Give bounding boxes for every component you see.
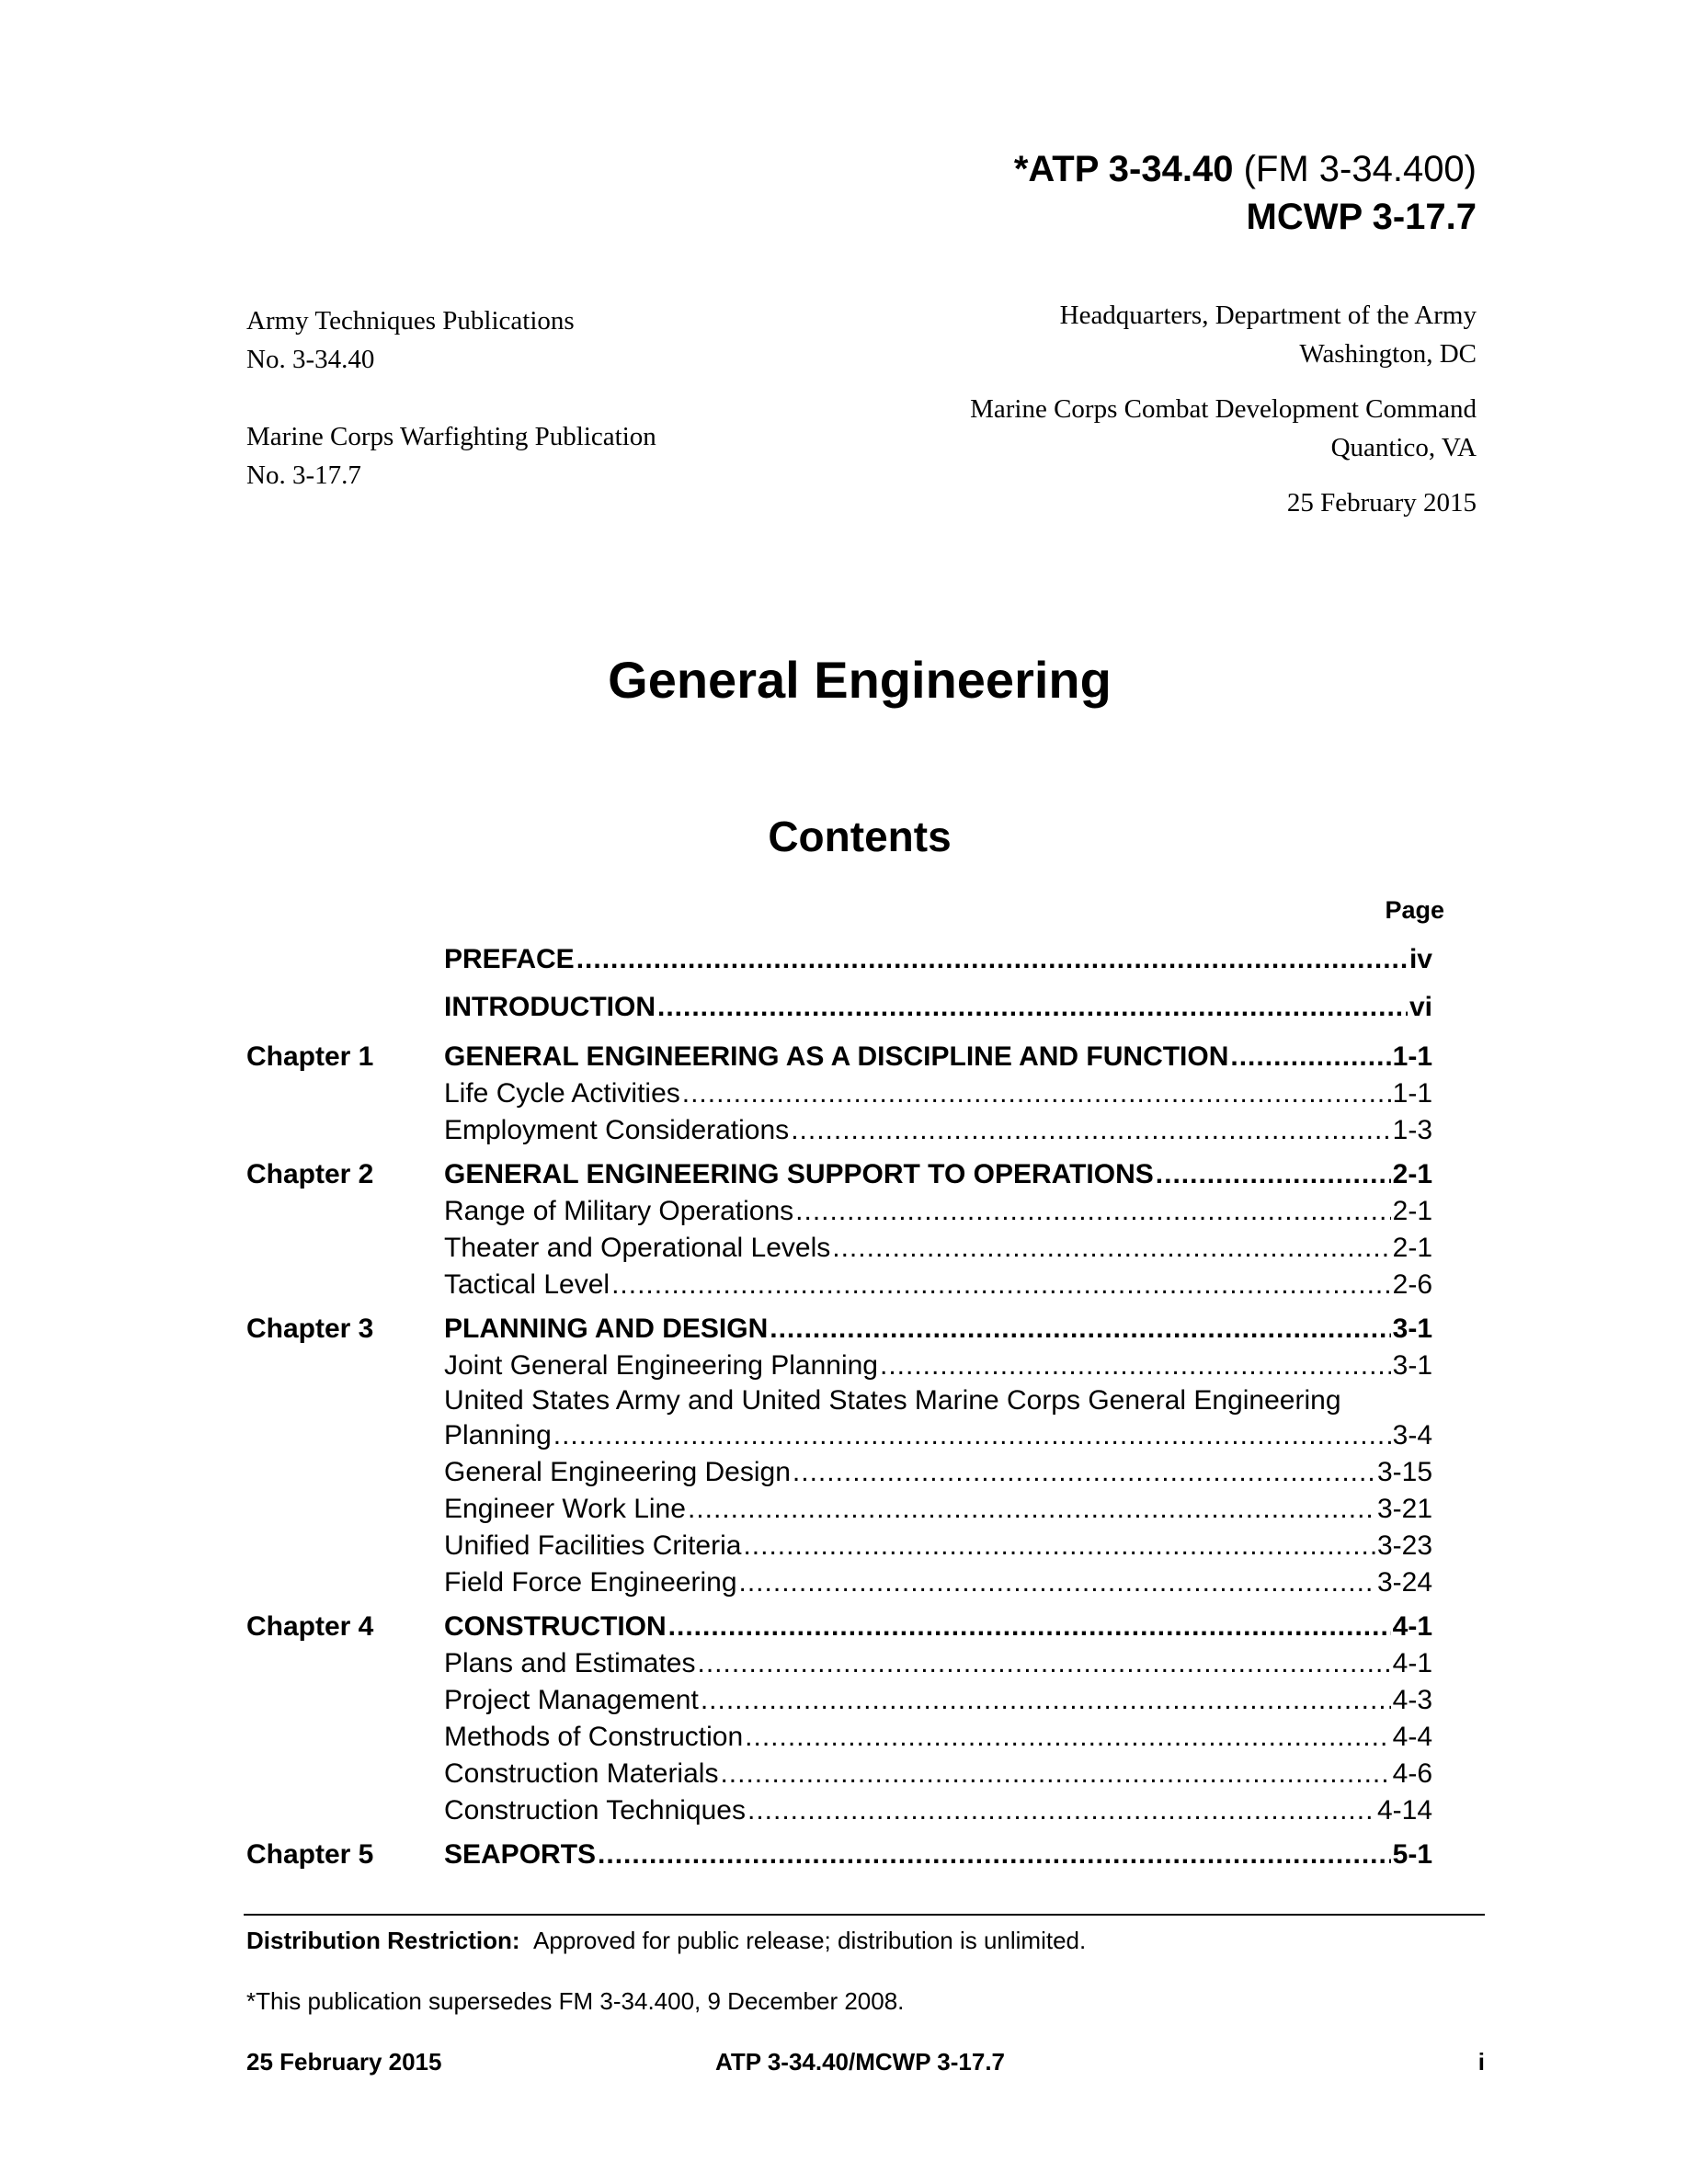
toc-entry-title: GENERAL ENGINEERING SUPPORT TO OPERATIONS (444, 1159, 1154, 1189)
toc-section-wrapped-line[interactable]: United States Army and United States Marine Corps General Engineering (444, 1385, 1341, 1416)
toc-chapter-3 (246, 1311, 1432, 1601)
mccdc-location: Quantico, VA (1330, 433, 1477, 462)
hq-location: Washington, DC (1299, 339, 1477, 369)
toc-entry-page: 3-1 (1392, 1314, 1432, 1344)
toc-section[interactable] (246, 1230, 1432, 1267)
mcwp-number: MCWP 3-17.7 (1246, 197, 1477, 237)
toc-chapter-row[interactable] (246, 1609, 1432, 1645)
toc-section-page: 3-21 (1376, 1494, 1432, 1524)
toc-entry-page: 2-1 (1392, 1159, 1432, 1189)
toc-entry-page: 1-1 (1392, 1041, 1432, 1072)
toc-section[interactable] (246, 1267, 1432, 1303)
toc-section[interactable] (246, 1719, 1432, 1756)
toc-section-page: 3-4 (1392, 1420, 1432, 1450)
toc-section-page: 2-6 (1392, 1269, 1432, 1300)
toc-section-title: Engineer Work Line (444, 1494, 686, 1524)
toc-section[interactable] (246, 1348, 1432, 1384)
mccdc-name: Marine Corps Combat Development Command (970, 394, 1477, 424)
army-pub-label: Army Techniques Publications (246, 306, 575, 336)
distribution-text: Approved for public release; distribution is unlimited. (533, 1927, 1087, 1954)
toc-preface[interactable] (246, 936, 1432, 984)
toc-section[interactable] (246, 1792, 1432, 1829)
toc-entry-page: 5-1 (1392, 1839, 1432, 1870)
toc-entry-title: GENERAL ENGINEERING AS A DISCIPLINE AND FUNCTION (444, 1041, 1229, 1072)
toc-section-title: Theater and Operational Levels (444, 1233, 831, 1263)
issuing-authorities (970, 296, 1477, 522)
toc-chapter-2 (246, 1156, 1432, 1303)
toc-entry-page: iv (1409, 944, 1432, 974)
toc-section[interactable] (246, 1756, 1432, 1792)
toc-chapter-1 (246, 1039, 1432, 1149)
atp-number: *ATP 3-34.40 (1013, 149, 1234, 189)
toc-section-title: Unified Facilities Criteria (444, 1530, 742, 1561)
toc-section-title: General Engineering Design (444, 1457, 791, 1487)
footer-page-number: i (1477, 2048, 1485, 2076)
document-title: General Engineering (608, 651, 1112, 709)
toc-chapter-row[interactable] (246, 1039, 1432, 1075)
chapter-label: Chapter 3 (246, 1314, 374, 1344)
toc-entry-title: SEAPORTS (444, 1839, 597, 1870)
army-pub-number: No. 3-34.40 (246, 345, 375, 374)
toc-section[interactable] (246, 1454, 1432, 1491)
chapter-label: Chapter 1 (246, 1041, 374, 1072)
toc-section-title: Field Force Engineering (444, 1567, 737, 1598)
supersedes-note: *This publication supersedes FM 3-34.400, 9 December 2008. (246, 1987, 905, 2015)
footer-divider (244, 1914, 1485, 1916)
toc-section-page: 3-15 (1376, 1457, 1432, 1487)
toc-section-page: 4-6 (1392, 1758, 1432, 1789)
toc-section-title: Construction Techniques (444, 1795, 746, 1826)
toc-section-page: 4-14 (1376, 1795, 1432, 1826)
toc-section[interactable] (246, 1193, 1432, 1230)
toc-section[interactable] (246, 1682, 1432, 1719)
toc-section[interactable] (246, 1417, 1432, 1454)
toc-section-title: Project Management (444, 1685, 699, 1715)
toc-section-page: 2-1 (1392, 1196, 1432, 1226)
toc-section-title: Methods of Construction (444, 1722, 744, 1752)
toc-section[interactable] (246, 1645, 1432, 1682)
toc-section-title: Life Cycle Activities (444, 1078, 680, 1109)
marine-pub-number: No. 3-17.7 (246, 461, 361, 490)
footer-date: 25 February 2015 (246, 2048, 442, 2076)
toc-entry-title: PLANNING AND DESIGN (444, 1314, 769, 1344)
toc-section-title: Joint General Engineering Planning (444, 1350, 878, 1381)
toc-section-page: 3-24 (1376, 1567, 1432, 1598)
footer-doc-number: ATP 3-34.40/MCWP 3-17.7 (715, 2048, 1006, 2076)
toc-section-page: 4-4 (1392, 1722, 1432, 1752)
distribution-restriction (246, 1925, 1086, 1956)
toc-chapter-row[interactable] (246, 1156, 1432, 1193)
table-of-contents (246, 936, 1432, 1873)
hq-name: Headquarters, Department of the Army (1059, 301, 1477, 330)
toc-section[interactable] (246, 1564, 1432, 1601)
fm-number: (FM 3-34.400) (1233, 149, 1477, 189)
toc-entry-title: INTRODUCTION (444, 992, 656, 1022)
toc-section[interactable] (246, 1075, 1432, 1112)
publication-date: 25 February 2015 (1286, 488, 1477, 518)
toc-section-title: Range of Military Operations (444, 1196, 794, 1226)
chapter-label: Chapter 4 (246, 1611, 374, 1642)
toc-section[interactable] (246, 1112, 1432, 1149)
chapter-label: Chapter 2 (246, 1159, 374, 1189)
toc-section[interactable] (246, 1528, 1432, 1564)
toc-section-title: Employment Considerations (444, 1115, 790, 1145)
toc-section-page: 1-1 (1392, 1078, 1432, 1109)
toc-section-title: Tactical Level (444, 1269, 610, 1300)
toc-section-page: 4-1 (1392, 1648, 1432, 1678)
page-column-label: Page (1385, 896, 1444, 924)
toc-chapter-row[interactable] (246, 1837, 1432, 1873)
page-footer (246, 2046, 1485, 2077)
toc-section-page: 4-3 (1392, 1685, 1432, 1715)
toc-entry-title: CONSTRUCTION (444, 1611, 667, 1642)
toc-section-title: Planning (444, 1420, 552, 1450)
toc-chapter-row[interactable] (246, 1311, 1432, 1348)
document-header (1014, 145, 1477, 241)
chapter-label: Chapter 5 (246, 1839, 374, 1870)
marine-pub-label: Marine Corps Warfighting Publication (246, 422, 656, 451)
toc-section-page: 2-1 (1392, 1233, 1432, 1263)
toc-chapter-4 (246, 1609, 1432, 1829)
toc-section-title: Construction Materials (444, 1758, 719, 1789)
toc-entry-page: 4-1 (1392, 1611, 1432, 1642)
toc-chapter-5 (246, 1837, 1432, 1873)
toc-section-page: 3-1 (1392, 1350, 1432, 1381)
toc-entry-title: PREFACE (444, 944, 575, 974)
toc-section-title: Plans and Estimates (444, 1648, 696, 1678)
toc-section[interactable] (246, 1491, 1432, 1528)
contents-heading: Contents (768, 813, 952, 860)
publication-numbers (246, 301, 656, 495)
toc-entry-page: vi (1409, 992, 1432, 1022)
toc-introduction[interactable] (246, 984, 1432, 1031)
toc-section-page: 3-23 (1376, 1530, 1432, 1561)
distribution-label: Distribution Restriction: (246, 1927, 520, 1954)
toc-section-page: 1-3 (1392, 1115, 1432, 1145)
